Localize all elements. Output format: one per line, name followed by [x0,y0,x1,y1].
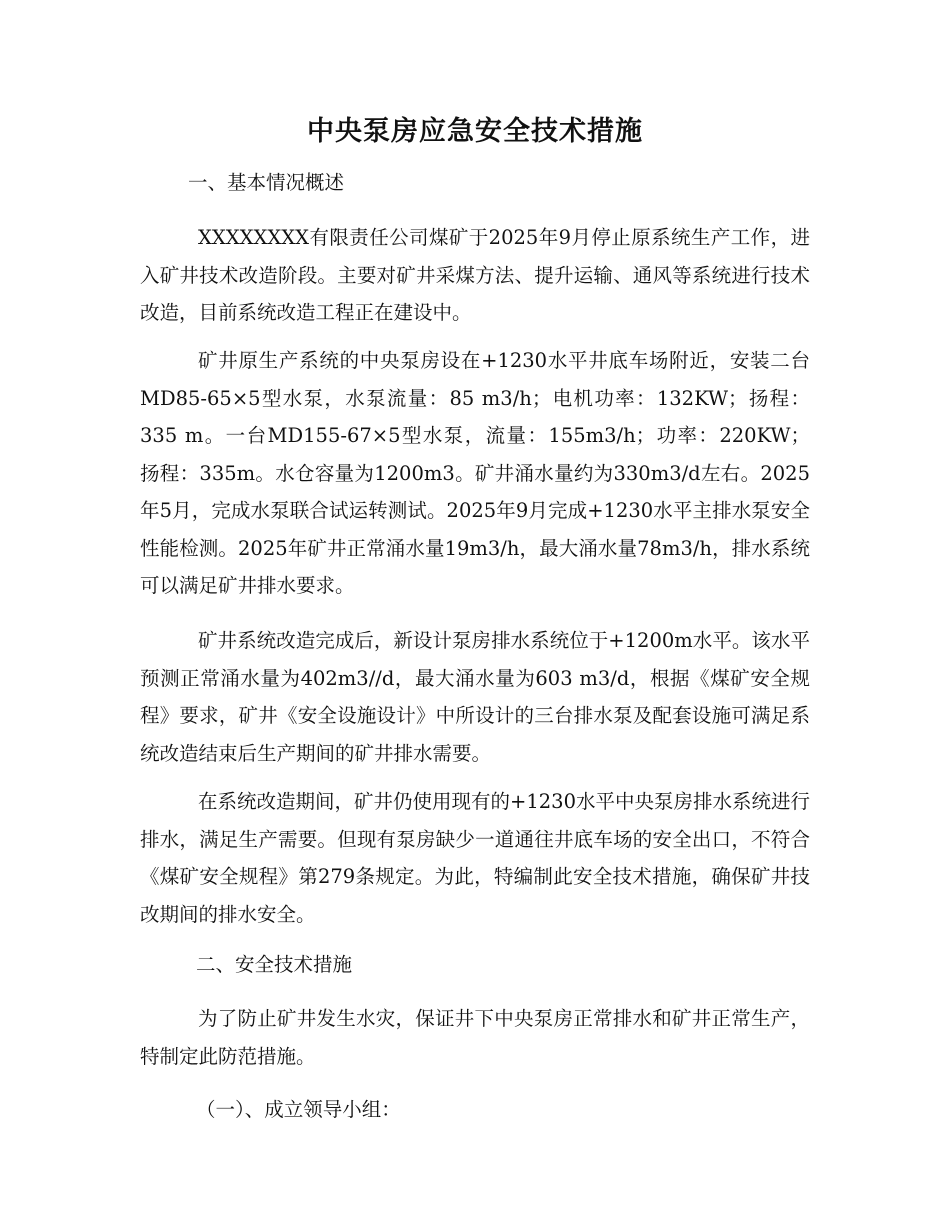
paragraph-transition-period: 在系统改造期间，矿井仍使用现有的+1230水平中央泵房排水系统进行排水，满足生产需要。但现有泵房缺少一道通往井底车场的安全出口，不符合《煤矿安全规程》第279条规定。为此，特编制此安全技术措施，确保矿井技改期间的排水安全。 [140,790,810,926]
document-title: 中央泵房应急安全技术措施 [307,116,643,147]
section-heading-safety-measures: 二、安全技术措施 [196,953,353,976]
paragraph-new-pump-system: 矿井系统改造完成后，新设计泵房排水系统位于+1200m水平。该水平预测正常涌水量为402m3//d，最大涌水量为603 m3/d，根据《煤矿安全规程》要求，矿井《安全设施设计》中所设计的三台排水泵及配套设施可满足系统改造结束后生产期间的矿井排水需要。 [140,629,810,765]
section-heading-overview: 一、基本情况概述 [188,171,345,194]
paragraph-safety-purpose: 为了防止矿井发生水灾，保证井下中央泵房正常排水和矿井正常生产，特制定此防范措施。 [140,1007,810,1068]
paragraph-intro: XXXXXXXX有限责任公司煤矿于2025年9月停止原系统生产工作，进入矿井技术改造阶段。主要对矿井采煤方法、提升运输、通风等系统进行技术改造，目前系统改造工程正在建设中。 [140,226,810,324]
subsection-heading-leadership-group: （一）、成立领导小组： [196,1098,401,1121]
paragraph-original-pump-room: 矿井原生产系统的中央泵房设在+1230水平井底车场附近，安装二台MD85-65×5型水泵，水泵流量：85 m3/h；电机功率：132KW；扬程：335 m。一台MD155-67×5型水泵，流量：155m3/h；功率：220KW； 扬程：335m。水仓容量为1200m3。矿井涌水量约为330m3/d左右。2025年5月，完成水泵联合试运转测试。2025年9月完成+1230水平主排水泵安全性能检测。2025年矿井正常涌水量19m3/h，最大涌水量78m3/h，排水系统可以满足矿井排水要求。 [140,349,810,597]
